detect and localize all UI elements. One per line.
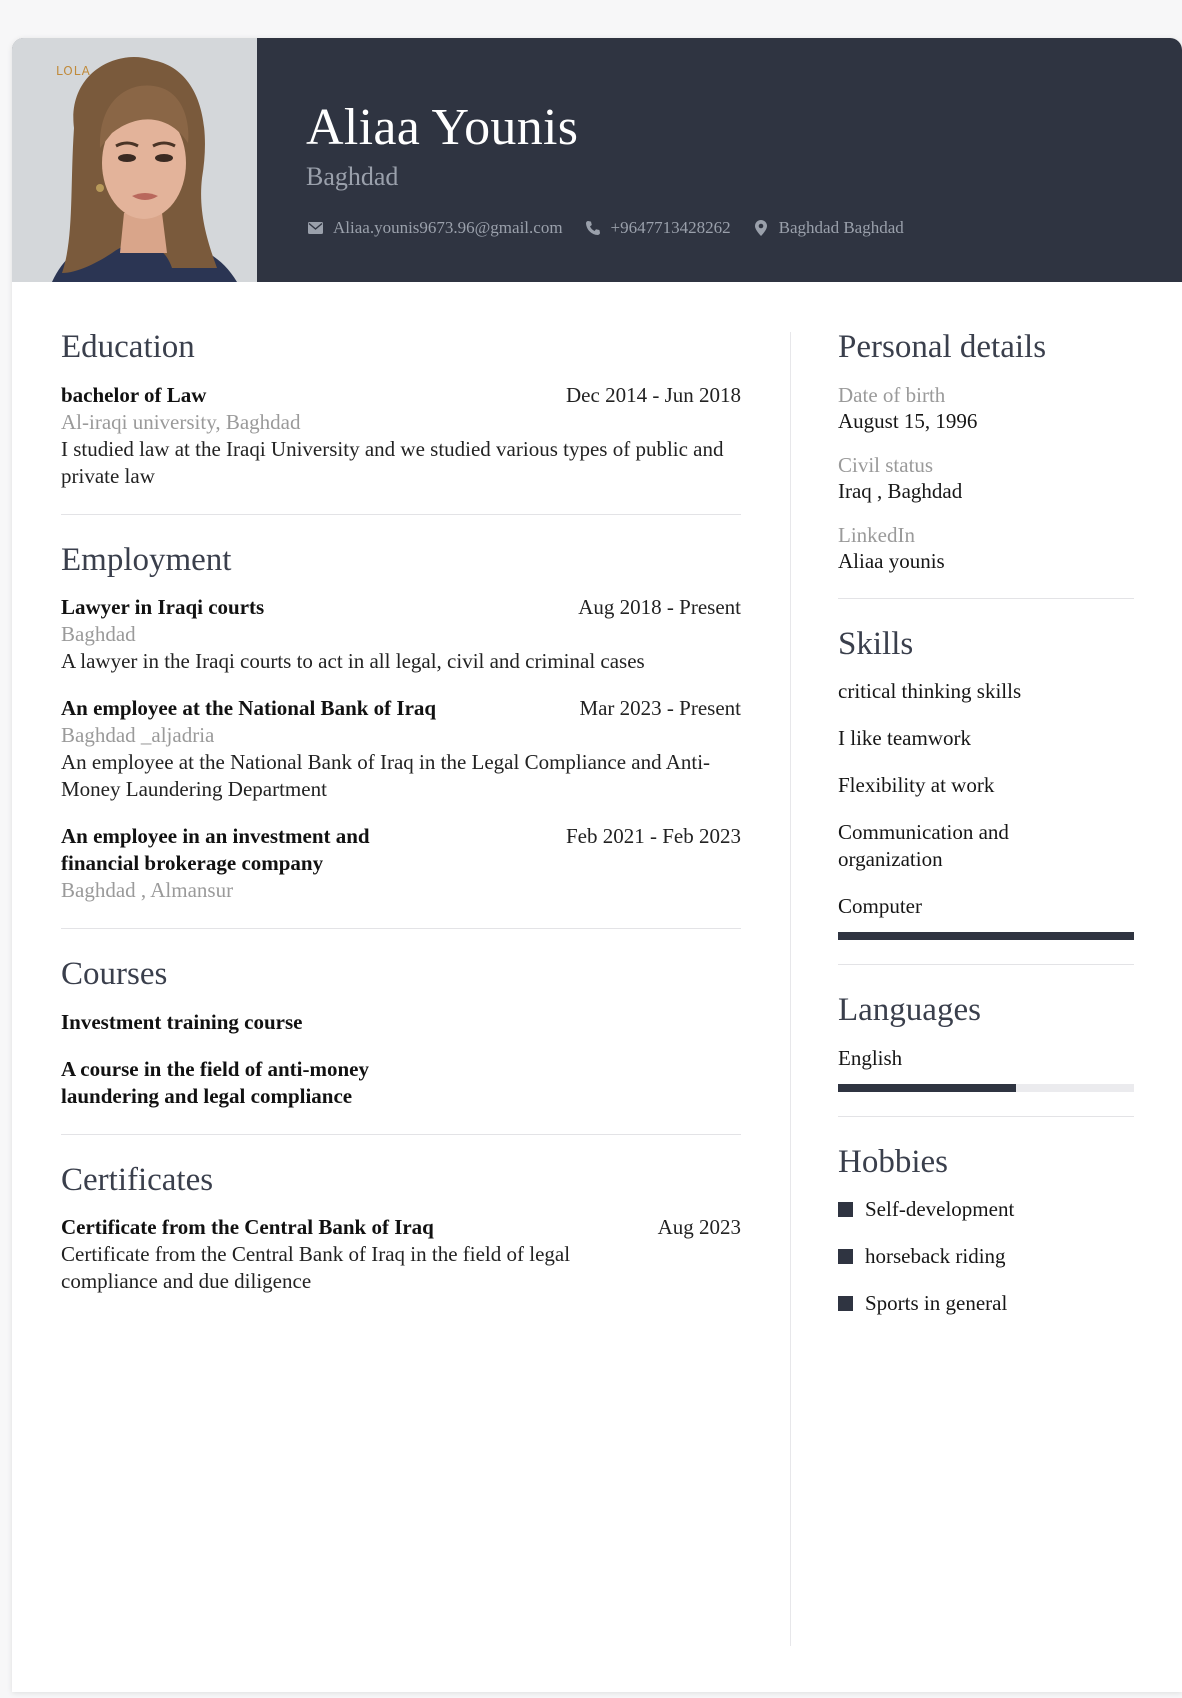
certificates-section (61, 1161, 741, 1296)
skill-item: I like teamwork (838, 726, 971, 751)
section-divider (838, 1116, 1134, 1117)
course-entry (61, 1009, 741, 1036)
entry-subtitle: Baghdad _aljadria (61, 723, 215, 748)
section-title-certificates: Certificates (61, 1161, 214, 1198)
detail-label: Civil status (838, 452, 934, 477)
column-divider (790, 332, 791, 1646)
detail-value: Iraq , Baghdad (838, 478, 963, 503)
section-title-education: Education (61, 329, 195, 365)
entry-description: I studied law at the Iraqi University and we studied various types of public and private law (61, 436, 724, 488)
section-title-skills: Skills (838, 625, 914, 662)
skill-level-bar (838, 932, 1134, 940)
contact-phone-text: +9647713428262 (610, 218, 731, 237)
hobby-label: horseback riding (865, 1244, 1006, 1269)
entry-title: An employee in an investment and financial brokerage company (61, 824, 370, 876)
course-entry (61, 1056, 741, 1110)
candidate-name: Aliaa Younis (306, 99, 579, 156)
contact-email[interactable] (306, 218, 563, 238)
hobby-label: Sports in general (865, 1291, 1008, 1316)
detail-item (838, 382, 1134, 434)
resume-header (12, 38, 1182, 282)
entry-title: Investment training course (61, 1009, 303, 1034)
bullet-square-icon (838, 1249, 853, 1264)
section-divider (838, 598, 1134, 599)
bullet-square-icon (838, 1296, 853, 1311)
contact-location[interactable] (752, 218, 904, 238)
languages-section (838, 991, 1134, 1092)
section-divider (61, 514, 741, 515)
linkedin-value[interactable]: Aliaa younis (838, 548, 945, 573)
skills-section (838, 625, 1134, 941)
hobby-item (838, 1243, 1134, 1270)
envelope-icon (306, 219, 324, 237)
entry-date: Dec 2014 - Jun 2018 (566, 382, 741, 407)
hobby-item (838, 1196, 1134, 1223)
skill-item: Communication and organization (838, 820, 1009, 872)
skill-name: Computer (838, 894, 922, 919)
entry-description: An employee at the National Bank of Iraq in the Legal Compliance and Anti-Money Laundering Department (61, 750, 711, 802)
entry-title: A course in the field of anti-money laundering and legal compliance (61, 1056, 369, 1108)
entry-title: bachelor of Law (61, 382, 207, 407)
entry-title: Lawyer in Iraqi courts (61, 595, 265, 620)
employment-entry (61, 695, 741, 803)
entry-description: A lawyer in the Iraqi courts to act in all legal, civil and criminal cases (61, 649, 645, 674)
section-title-languages: Languages (838, 992, 981, 1029)
contact-bar (306, 218, 925, 238)
education-entry (61, 382, 741, 490)
section-title-courses: Courses (61, 956, 168, 993)
skill-level-fill (838, 932, 1134, 940)
resume-sheet (12, 38, 1182, 1692)
entry-date: Feb 2021 - Feb 2023 (566, 824, 741, 849)
side-column (838, 328, 1134, 1337)
entry-date: Mar 2023 - Present (579, 696, 741, 721)
employment-entry (61, 823, 741, 904)
section-title-employment: Employment (61, 541, 232, 578)
courses-section (61, 955, 741, 1110)
skill-item: critical thinking skills (838, 679, 1022, 704)
language-level-fill (838, 1084, 1016, 1092)
candidate-city: Baghdad (306, 162, 399, 191)
language-item (838, 1045, 1134, 1092)
skill-item-with-bar (838, 893, 1134, 940)
personal-details-section (838, 328, 1134, 574)
profile-photo (12, 38, 257, 282)
detail-item (838, 452, 1134, 504)
entry-date: Aug 2018 - Present (578, 595, 741, 620)
detail-value: August 15, 1996 (838, 408, 978, 433)
detail-label: LinkedIn (838, 522, 915, 547)
section-divider (61, 928, 741, 929)
entry-subtitle: Al-iraqi university, Baghdad (61, 409, 301, 434)
employment-entry (61, 594, 741, 675)
bullet-square-icon (838, 1202, 853, 1217)
detail-label: Date of birth (838, 382, 946, 407)
language-name: English (838, 1045, 903, 1070)
entry-subtitle: Baghdad , Almansur (61, 878, 234, 903)
language-level-bar (838, 1084, 1134, 1092)
skill-item: Flexibility at work (838, 773, 995, 798)
photo-watermark: LOLA (56, 64, 91, 78)
entry-title: Certificate from the Central Bank of Iraq (61, 1215, 434, 1240)
employment-section (61, 541, 741, 905)
entry-date: Aug 2023 (657, 1215, 741, 1240)
hobby-item (838, 1290, 1134, 1317)
contact-email-text: Aliaa.younis9673.96@gmail.com (333, 218, 563, 237)
main-column (61, 328, 741, 1295)
entry-description: Certificate from the Central Bank of Iraq in the field of legal compliance and due diligence (61, 1242, 571, 1294)
phone-icon (584, 219, 602, 237)
location-pin-icon (752, 219, 770, 237)
entry-title: An employee at the National Bank of Iraq (61, 696, 437, 721)
section-divider (61, 1134, 741, 1135)
section-divider (838, 964, 1134, 965)
section-title-personal-details: Personal details (838, 329, 1047, 365)
certificate-entry (61, 1214, 741, 1295)
education-section (61, 328, 741, 490)
section-title-hobbies: Hobbies (838, 1143, 948, 1180)
contact-phone[interactable] (584, 218, 731, 238)
entry-subtitle: Baghdad (61, 622, 136, 647)
hobby-label: Self-development (865, 1197, 1015, 1222)
hobbies-section (838, 1143, 1134, 1318)
contact-location-text: Baghdad Baghdad (778, 218, 904, 237)
detail-item (838, 522, 1134, 574)
